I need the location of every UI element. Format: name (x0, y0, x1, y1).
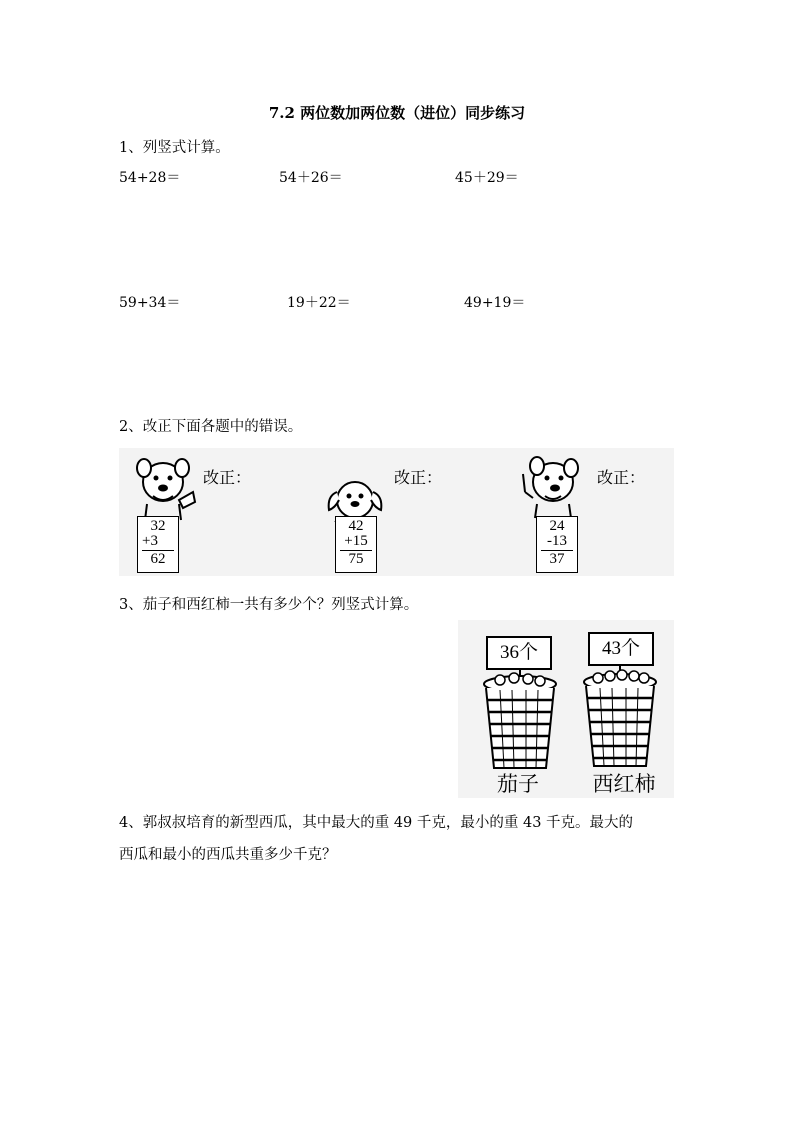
problem-1-operand: +3 (142, 533, 158, 549)
question-3-heading: 3、茄子和西红柿一共有多少个？列竖式计算。 (119, 597, 419, 613)
tomato-sign: 43个 (588, 632, 654, 666)
dog-illustration (519, 452, 583, 520)
basket-icon (580, 664, 660, 772)
expression-1: 54+28＝ (119, 170, 181, 186)
question-1-heading: 1、列竖式计算。 (119, 140, 230, 156)
problem-2-result: 75 (348, 551, 364, 567)
problem-card-3 (536, 516, 578, 573)
fix-label-3: 改正： (597, 468, 646, 487)
tomato-label: 西红柿 (592, 772, 656, 796)
page-title: 7.2 两位数加两位数（进位）同步练习 (268, 104, 526, 122)
expression-2: 54＋26＝ (279, 170, 343, 186)
problem-card-2 (335, 516, 377, 573)
expression-3: 45＋29＝ (455, 170, 519, 186)
baskets-figure (458, 620, 674, 798)
question-4-line-1: 4、郭叔叔培育的新型西瓜，其中最大的重 49 千克，最小的重 43 千克。最大的 (119, 815, 634, 831)
fix-label-2: 改正： (394, 468, 443, 487)
problem-3-top: 24 (549, 518, 565, 534)
problem-1-top: 32 (150, 518, 166, 534)
fix-label-1: 改正： (203, 468, 252, 487)
dog-illustration (133, 452, 197, 522)
basket-icon (480, 668, 560, 774)
problem-2-top: 42 (348, 518, 364, 534)
expression-4: 59+34＝ (119, 295, 181, 311)
expression-5: 19＋22＝ (287, 295, 351, 311)
correction-figure (119, 448, 674, 576)
problem-1-result: 62 (150, 551, 166, 567)
problem-card-1 (137, 516, 179, 573)
problem-3-operand: -13 (547, 533, 567, 549)
problem-3-result: 37 (549, 551, 565, 567)
question-2-heading: 2、改正下面各题中的错误。 (119, 419, 303, 435)
expression-6: 49+19＝ (464, 295, 526, 311)
question-4-line-2: 西瓜和最小的西瓜共重多少千克？ (119, 847, 337, 863)
eggplant-label: 茄子 (497, 772, 539, 796)
problem-2-operand: +15 (344, 533, 368, 549)
eggplant-sign: 36个 (486, 636, 552, 670)
